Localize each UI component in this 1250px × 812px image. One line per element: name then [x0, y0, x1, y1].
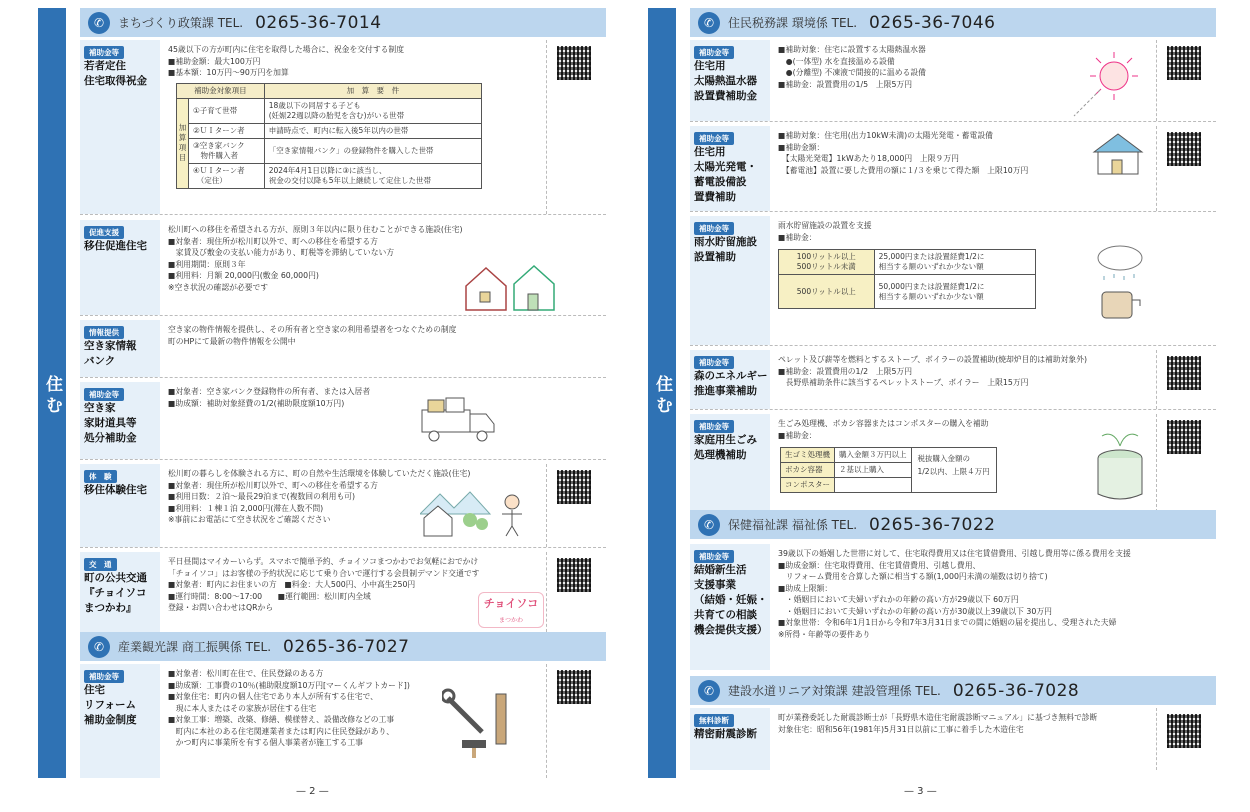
badge: 補助金等: [694, 356, 734, 369]
sun-illustration: [1070, 46, 1150, 120]
body-line: 現に本人またはその家族が居住する住宅: [168, 703, 317, 713]
body-line: ■運行時間：8:00～17:00 ■運行範囲：松川町内全域: [168, 591, 371, 601]
section-title: 住宅用 太陽光発電・ 蓄電設備設 置費補助: [694, 146, 757, 203]
logo-subtext: まつかわ: [498, 617, 523, 624]
body-line: 松川町への移住を希望される方が、原則３年以内に限り住むことができる施設(住宅): [168, 225, 463, 234]
table-cell: 25,000円または設置経費1/2に 相当する額のいずれか少ない額: [874, 250, 1035, 275]
section-vacant-house-bank: [80, 320, 606, 378]
phone-icon: ✆: [698, 514, 720, 536]
badge: 交 通: [84, 558, 117, 571]
body-line: ■利用料：１棟１泊 2,000円(滞在人数不問): [168, 503, 324, 513]
body-line: ■補助金額：最大100万円: [168, 56, 261, 66]
dept-phone[interactable]: 0265-36-7027: [283, 636, 410, 657]
category-tab-left: 住む: [38, 8, 66, 778]
body-line: ■助成額：工事費の10％(補助限度額10万円[マーくんギフトカード]): [168, 680, 410, 690]
qr-code[interactable]: [1167, 46, 1201, 80]
section-title: 家庭用生ごみ 処理機補助: [694, 434, 757, 461]
table-cell: ２基以上購入: [835, 463, 912, 478]
compost-illustration: [1086, 424, 1152, 504]
choisoko-logo: [478, 592, 544, 628]
table-cell: ②ＵＩターン者: [189, 123, 265, 138]
section-title: 移住体験住宅: [84, 484, 147, 496]
section-body: [168, 324, 546, 347]
category-tab-right: 住む: [648, 8, 676, 778]
section-solar-power: [690, 126, 1216, 212]
page-left: [38, 8, 606, 778]
body-line: ■助成額：補助対象経費の1/2(補助限度額10万円): [168, 398, 345, 408]
body-line: 39歳以下の婚姻した世帯に対して、住宅取得費用又は住宅賃借費用、引越し費用等に係る費用を支援: [778, 549, 1131, 558]
body-line: ※事前にお電話にて空き状況をご確認ください: [168, 515, 331, 524]
table-cell: 申請時点で、町内に転入後5年以内の世帯: [264, 123, 481, 138]
body-line: ■対象者：現住所が松川町以外で、町への移住を希望する方: [168, 236, 378, 246]
section-seismic-diagnosis: [690, 708, 1216, 770]
section-solar-water-heater: [690, 40, 1216, 122]
qr-code[interactable]: [1167, 714, 1201, 748]
dept-name: 建設水道リニア対策課 建設管理係 TEL.: [728, 684, 941, 698]
badge: 補助金等: [84, 670, 124, 683]
body-line: 対象住宅：昭和56年(1981年)5月31日以前に工事に着手した木造住宅: [778, 724, 1024, 734]
body-line: ■対象者：空き家バンク登録物件の所有者、または入居者: [168, 387, 371, 396]
body-line: ■補助金：: [778, 232, 817, 242]
body-line: ※所得・年齢等の要件あり: [778, 629, 871, 639]
table-cell: 「空き家情報バンク」の登録物件を購入した世帯: [264, 138, 481, 163]
section-title: 住宅 リフォーム 補助金制度: [84, 684, 137, 726]
section-title: 住宅用 太陽熱温水器 設置費補助金: [694, 60, 757, 102]
qr-code[interactable]: [557, 670, 591, 704]
badge: 補助金等: [694, 222, 734, 235]
dept-header: [690, 676, 1216, 705]
section-garbage-processor: [690, 414, 1216, 512]
section-title: 精密耐震診断: [694, 728, 757, 740]
village-illustration: [420, 484, 540, 540]
section-title: 町の公共交通 『チョイソコ まつかわ』: [84, 572, 147, 614]
section-young-settlement: [80, 40, 606, 215]
rainwater-table: [778, 249, 1036, 309]
table-cell: [835, 478, 912, 493]
section-relocation-housing: [80, 220, 606, 316]
qr-code[interactable]: [1167, 420, 1201, 454]
badge: 補助金等: [694, 550, 734, 563]
badge: 情報提供: [84, 326, 124, 339]
table-cell: 購入金額３万円以上: [835, 448, 912, 463]
section-rainwater: [690, 216, 1216, 346]
section-body: [778, 548, 1168, 640]
section-public-transport: [80, 552, 606, 632]
section-body: [168, 44, 546, 189]
page-number: — 3 —: [904, 786, 937, 797]
table-cell: ③空き家バンク 物件購入者: [189, 138, 265, 163]
dept-phone[interactable]: 0265-36-7022: [869, 514, 996, 535]
body-line: 【蓄電池】設置に要した費用の額に１/３を乗じて得た額 上限10万円: [778, 165, 1029, 175]
section-reform-subsidy: [80, 664, 606, 778]
badge: 促進支援: [84, 226, 124, 239]
section-title: 森のエネルギー 推進事業補助: [694, 370, 768, 397]
body-line: ●(一体型) 水を直接温める設備: [778, 56, 895, 66]
dept-phone[interactable]: 0265-36-7046: [869, 12, 996, 33]
tools-illustration: [442, 688, 532, 758]
dept-header: [80, 8, 606, 37]
section-title: 若者定住 住宅取得祝金: [84, 60, 147, 87]
bonus-table: [176, 83, 482, 189]
body-line: 平日昼間はマイカーいらず。スマホで簡単予約、チョイソコまつかわでお気軽におでかけ: [168, 557, 479, 566]
dept-name: 保健福祉課 福祉係 TEL.: [728, 518, 858, 532]
badge: 体 験: [84, 470, 117, 483]
body-line: 45歳以下の方が町内に住宅を取得した場合に、祝金を交付する制度: [168, 45, 405, 54]
table-cell: 18歳以下の同居する子ども (妊娠22週以降の胎児を含む)がいる世帯: [264, 98, 481, 123]
body-line: 登録・お問い合わせはQRから: [168, 603, 274, 612]
body-line: ・婚姻日において夫婦いずれかの年齢の高い方が30歳以上39歳以下 30万円: [778, 606, 1052, 616]
table-cell: 生ゴミ処理機: [781, 448, 835, 463]
body-line: 生ごみ処理機、ボカシ容器またはコンポスターの購入を補助: [778, 419, 989, 428]
page-number: — 2 —: [296, 786, 329, 797]
body-line: ■補助金：: [778, 430, 817, 440]
section-forest-energy: [690, 350, 1216, 410]
body-line: ■対象工事：増築、改築、修繕、模様替え、設備改修などの工事: [168, 715, 395, 724]
phone-icon: ✆: [698, 12, 720, 34]
body-line: 【太陽光発電】1kWあたり18,000円 上限９万円: [778, 154, 959, 163]
phone-icon: ✆: [88, 636, 110, 658]
phone-icon: ✆: [698, 680, 720, 702]
table-header: 加 算 要 件: [264, 83, 481, 98]
body-line: ※空き状況の確認が必要です: [168, 282, 269, 292]
badge: 補助金等: [84, 388, 124, 401]
table-header: 補助金対象項目: [177, 83, 265, 98]
dept-header: [690, 510, 1216, 539]
body-line: ■補助金：設置費用の1/2 上限5万円: [778, 366, 913, 376]
body-line: ■対象住宅：町内の個人住宅であり本人が所有する住宅で、: [168, 692, 378, 701]
dept-header: [80, 632, 606, 661]
dept-name: 産業観光課 商工振興係 TEL.: [118, 640, 272, 654]
body-line: ■対象世帯：令和6年1月1日から令和7年3月31日までの間に婚姻の届を提出し、受理された夫婦: [778, 618, 1117, 627]
body-line: 長野県補助条件に該当するペレットストーブ、ボイラー 上限15万円: [778, 378, 1029, 387]
section-title: 移住促進住宅: [84, 240, 147, 252]
body-line: 松川町の暮らしを体験される方に、町の自然や生活環境を体験していただく施設(住宅): [168, 469, 471, 478]
rain-barrel-illustration: [1090, 242, 1150, 322]
table-cell: ボカシ容器: [781, 463, 835, 478]
body-line: ■利用日数：２泊～最長29泊まで(複数回の利用も可): [168, 492, 356, 501]
section-title: 結婚新生活 支援事業 （結婚・妊娠・ 共育ての相談 機会提供支援）: [694, 564, 768, 636]
body-line: 空き家の物件情報を提供し、その所有者と空き家の利用希望者をつなぐための制度: [168, 325, 457, 334]
table-cell: ④ＵＩターン者 （定住）: [189, 163, 265, 188]
section-title: 空き家 家財道具等 処分補助金: [84, 402, 137, 444]
table-cell: ①子育て世帯: [189, 98, 265, 123]
body-line: ■対象者：松川町在住で、住民登録のある方: [168, 669, 324, 678]
table-cell: コンポスター: [781, 478, 835, 493]
section-title: 雨水貯留施設 設置補助: [694, 236, 757, 263]
table-side-label: 加 算 項 目: [177, 98, 189, 188]
badge: 補助金等: [694, 132, 734, 145]
qr-code[interactable]: [1167, 132, 1201, 166]
body-line: 町内に本社のある住宅関連業者または町内に住民登録があり、: [168, 726, 395, 736]
body-line: 「チョイソコ」はお客様の予約状況に応じて乗り合いで運行する会員制デマンド交通です: [168, 568, 480, 578]
body-line: 町のHPにて最新の物件情報を公開中: [168, 336, 296, 346]
qr-code[interactable]: [1167, 356, 1201, 390]
body-line: ■補助金：設置費用の1/5 上限5万円: [778, 79, 913, 89]
dept-name: まちづくり政策課 TEL.: [118, 16, 244, 30]
section-trial-housing: [80, 464, 606, 548]
body-line: 家賃及び敷金の支払い能力があり、町税等を滞納していない方: [168, 248, 395, 257]
truck-illustration: [420, 396, 500, 446]
section-body: [778, 354, 1156, 389]
dept-name: 住民税務課 環境係 TEL.: [728, 16, 858, 30]
houses-illustration: [462, 262, 558, 312]
table-cell: 500リットル以上: [779, 275, 875, 309]
body-line: ●(分離型) 不凍液で間接的に温める設備: [778, 68, 926, 77]
qr-code[interactable]: [557, 558, 591, 592]
body-line: ■利用期間：原則３年: [168, 259, 246, 269]
body-line: ■利用料：月額 20,000円(敷金 60,000円): [168, 271, 319, 280]
badge: 無料診断: [694, 714, 734, 727]
body-line: ■補助対象：住宅用(出力10kW未満)の太陽光発電・蓄電設備: [778, 131, 993, 140]
table-cell: 50,000円または設置経費1/2に 相当する額のいずれか少ない額: [874, 275, 1035, 309]
table-cell: 100リットル以上 500リットル未満: [779, 250, 875, 275]
body-line: ■補助対象：住宅に設置する太陽熱温水器: [778, 45, 926, 54]
body-line: かつ町内に事業所を有する個人事業者が施工する工事: [168, 738, 363, 747]
badge: 補助金等: [694, 420, 734, 433]
body-line: ペレット及び薪等を燃料とするストーブ、ボイラーの設置補助(焼却炉目的は補助対象外): [778, 355, 1088, 364]
body-line: ■助成金額：住宅取得費用、住宅賃借費用、引越し費用、: [778, 560, 981, 570]
badge: 補助金等: [84, 46, 124, 59]
body-line: 雨水貯留施設の設置を支援: [778, 221, 872, 230]
solar-house-illustration: [1090, 130, 1146, 176]
body-line: ・婚姻日において夫婦いずれかの年齢の高い方が29歳以下 60万円: [778, 595, 1019, 604]
logo-text: チョイソコ: [483, 597, 539, 610]
dept-phone[interactable]: 0265-36-7028: [952, 680, 1080, 701]
body-line: ■基本額：10万円～90万円を加算: [168, 68, 289, 77]
page-right: [648, 8, 1216, 778]
garbage-note: 税抜購入金額の 1/2以内、上限４万円: [912, 447, 997, 493]
table-cell: 2024年4月1日以降に③に該当し、 祝金の交付以降も5年以上継続して定住した世帯: [264, 163, 481, 188]
section-body: [778, 712, 1156, 735]
body-line: ■対象者：現住所が松川町以外で、町への移住を希望する方: [168, 480, 378, 490]
badge: 補助金等: [694, 46, 734, 59]
section-marriage-support: [690, 544, 1216, 670]
body-line: 町が業務委託した耐震診断士が「長野県木造住宅耐震診断マニュアル」に基づき無料で診断: [778, 713, 1098, 722]
garbage-table: [780, 447, 912, 493]
phone-icon: ✆: [88, 12, 110, 34]
section-furniture-disposal: [80, 382, 606, 460]
body-line: ■助成上限額：: [778, 583, 833, 593]
qr-code[interactable]: [557, 470, 591, 504]
dept-header: [690, 8, 1216, 37]
body-line: ■対象者：町内にお住まいの方 ■料金：大人500円、小中高生250円: [168, 580, 416, 589]
qr-code[interactable]: [557, 46, 591, 80]
body-line: ■補助金額：: [778, 142, 825, 152]
body-line: リフォーム費用を合算した額に相当する額(1,000円未満の端数は切り捨て): [778, 572, 1048, 581]
section-title: 空き家情報 バンク: [84, 340, 137, 367]
dept-phone[interactable]: 0265-36-7014: [255, 12, 382, 33]
